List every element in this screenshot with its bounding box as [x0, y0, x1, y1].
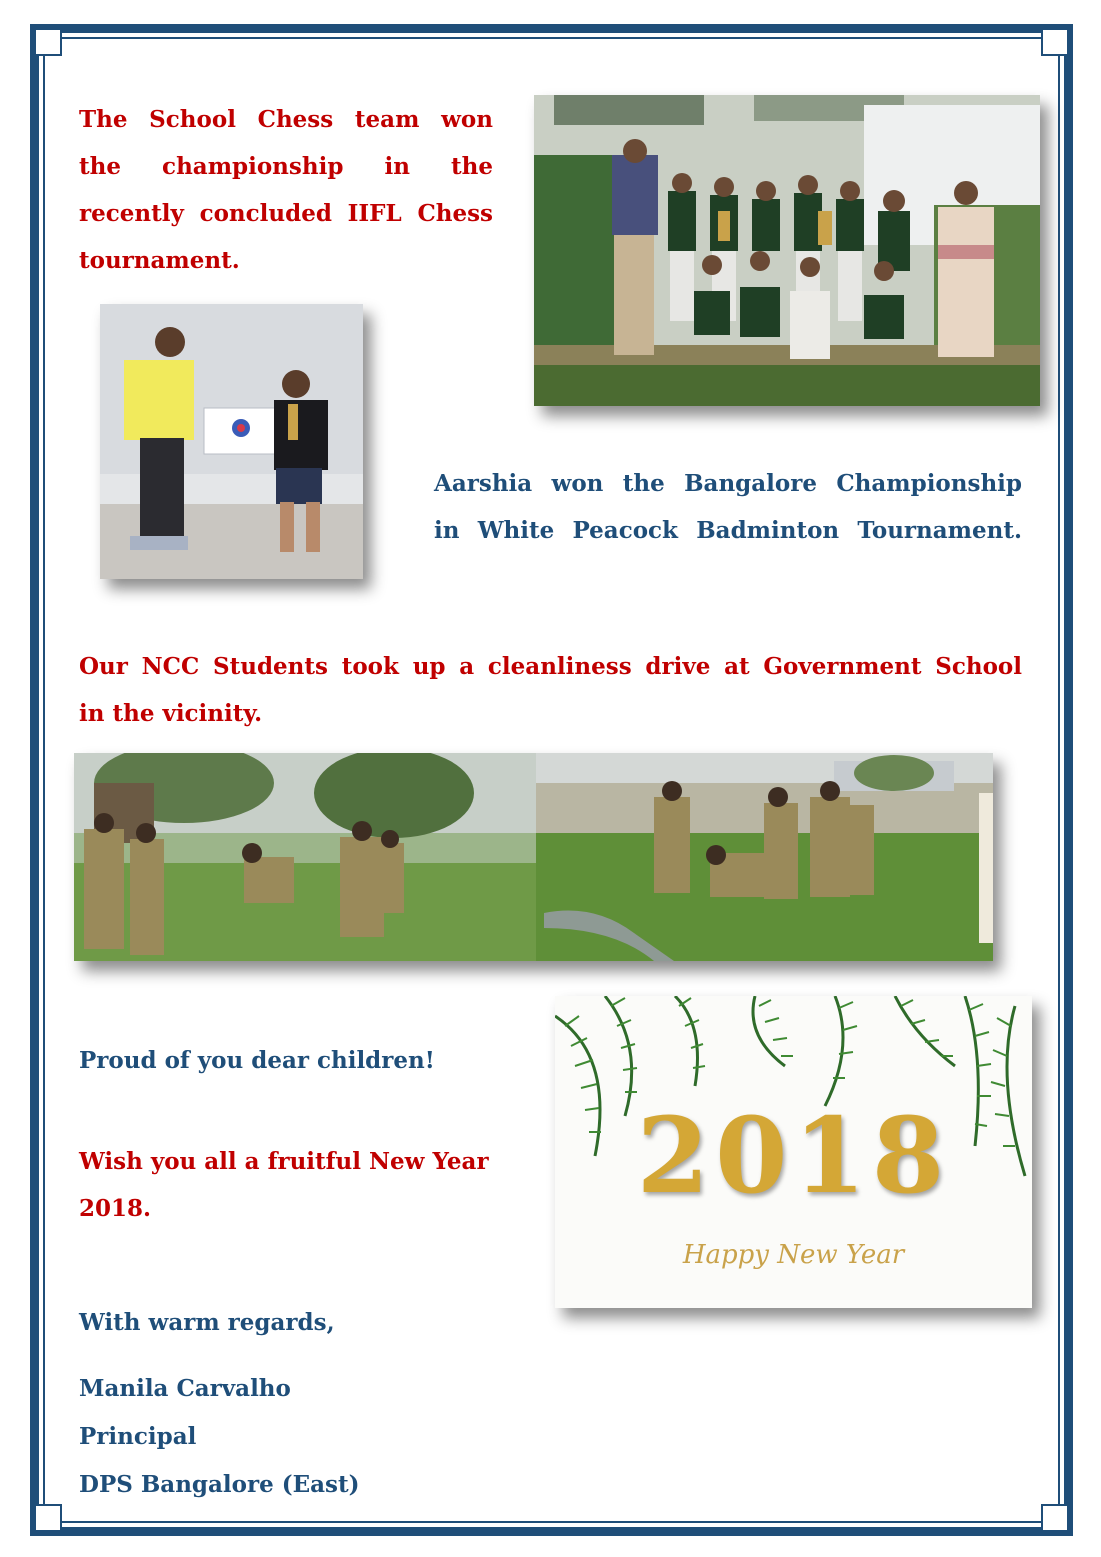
ncc-paragraph: [79, 643, 1022, 737]
chess-line-2: the championship in the: [79, 153, 493, 180]
badminton-paragraph: [434, 460, 1022, 554]
ncc-line-2: in the vicinity.: [79, 700, 263, 727]
badminton-line-2: in White Peacock Badminton Tournament.: [434, 517, 1022, 544]
border-corner-bottom-right: [1041, 1504, 1069, 1532]
chess-team-photo: [534, 95, 1040, 406]
school-name: DPS Bangalore (East): [79, 1471, 360, 1498]
new-year-card: [555, 996, 1032, 1308]
badminton-award-photo: [100, 304, 363, 579]
new-year-greeting: Happy New Year: [682, 1240, 905, 1270]
proud-line: Proud of you dear children!: [79, 1047, 435, 1074]
new-year-digits: 2018: [636, 1094, 951, 1217]
chess-line-1: The School Chess team won: [79, 106, 493, 133]
newyear-paragraph: [79, 1138, 519, 1232]
badminton-line-1: Aarshia won the Bangalore Championship: [434, 470, 1022, 497]
chess-paragraph: [79, 96, 493, 284]
principal-title: Principal: [79, 1423, 197, 1450]
chess-line-3: recently concluded IIFL Chess: [79, 200, 493, 227]
border-corner-top-right: [1041, 28, 1069, 56]
principal-name: Manila Carvalho: [79, 1375, 291, 1402]
border-corner-top-left: [34, 28, 62, 56]
border-corner-bottom-left: [34, 1504, 62, 1532]
newyear-line-1: Wish you all a fruitful New Year: [79, 1148, 489, 1175]
regards-line: With warm regards,: [79, 1309, 335, 1336]
chess-line-4: tournament.: [79, 247, 240, 274]
ncc-cleanliness-photos: [74, 753, 993, 961]
newyear-line-2: 2018.: [79, 1195, 152, 1222]
ncc-line-1: Our NCC Students took up a cleanliness drive at Government School: [79, 653, 1022, 680]
signature-block: [79, 1365, 360, 1509]
